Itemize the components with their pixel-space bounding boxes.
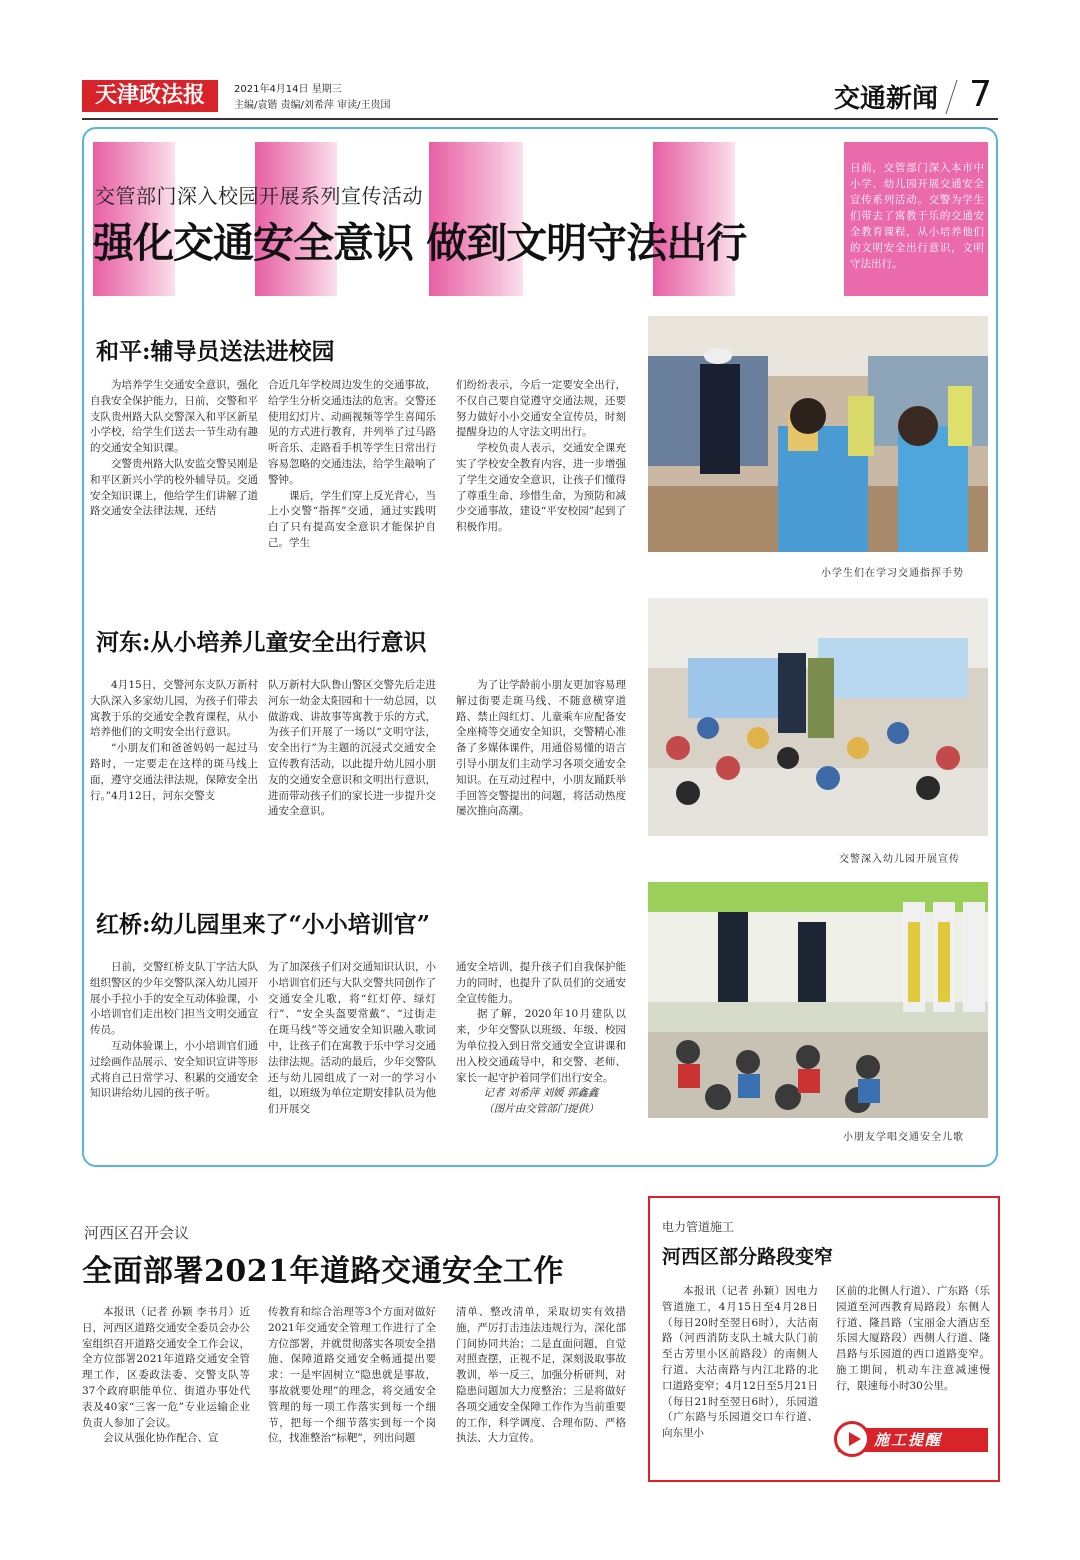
paragraph: 传教育和综合治理等3个方面对做好2021年交通安全管理工作进行了全方位部署，并就贯彻落实各项安全措施、保障道路交通安全畅通提出要求：一是牢固树立“隐患就是事故，事故就要处理”的理念，将交通安全管理的每一项工作落实到每一个细节，把每一个细节落实到每一个岗位，找准整治“标靶”，列出问题 <box>268 1306 436 1445</box>
paragraph: 日前，交警红桥支队丁字沽大队组织警区的少年交警队深入幼儿园开展小手拉小手的安全互动体验课，小小培训官们走出校门担当文明交通宣传员。 <box>90 961 258 1037</box>
article-column <box>456 960 626 1140</box>
section-name: 交通新闻 <box>833 84 938 114</box>
paragraph: 区前的北侧人行道）、广东路（乐园道至河西教育局路段）东侧人行道、隆昌路（宝丽金大酒店至乐园大厦路段）西侧人行道、隆昌路与乐园道的西口道路变窄。施工期间，机动车注意减速慢行，限速每小时30公里。 <box>836 1285 990 1392</box>
newspaper-logo: 天津政法报 <box>82 80 218 112</box>
meeting-title: 全面部署2021年道路交通安全工作 <box>82 1254 564 1289</box>
paragraph: 为了让学龄前小朋友更加容易理解过街要走斑马线、不随意横穿道路、禁止闯红灯、儿童乘车应配备安全座椅等交通安全知识，交警精心准备了多媒体课件，用通俗易懂的语言引导小朋友们主动学习各项交通安全知识。在互动过程中，小朋友踊跃举手回答交警提出的问题，将活动热度屡次推向高潮。 <box>456 679 626 818</box>
paragraph: 4月15日，交警河东支队万新村大队深入多家幼儿园，为孩子们带去寓教于乐的交通安全教育课程，从小培养他们的文明安全出行意识。 <box>90 679 258 739</box>
article-column <box>456 678 626 858</box>
paragraph: “小朋友们和爸爸妈妈一起过马路时，一定要走在这样的斑马线上面，遵守交通法律法规，保障安全出行。”4月12日，河东交警支 <box>90 742 258 802</box>
section-heading-heping: 和平:辅导员送法进校园 <box>96 338 335 365</box>
masthead-divider <box>945 80 957 114</box>
masthead <box>82 74 998 122</box>
meeting-kicker: 河西区召开会议 <box>84 1224 190 1242</box>
construction-notice-box <box>648 1196 1000 1482</box>
page-number: 7 <box>969 74 992 115</box>
article-column <box>268 678 436 858</box>
article-column <box>456 378 626 578</box>
editor-credits: 主编/袁锴 责编/刘希萍 审读/王贵国 <box>234 100 391 111</box>
feature-intro: 日前，交管部门深入本市中小学、幼儿园开展交通安全宣传系列活动。交警为学生们带去了寓教于乐的交通安全教育课程，从小培养他们的文明安全出行意识，文明守法出行。 <box>850 162 984 270</box>
article-column <box>268 378 436 578</box>
paragraph: 合近几年学校周边发生的交通事故，给学生分析交通违法的危害。交警还使用幻灯片、动画视频等学生喜闻乐见的方式进行教育，并列举了过马路听音乐、走路看手机等学生日常出行容易忽略的交通违法，给学生敲响了警钟。 <box>268 379 436 486</box>
photo-kindergarten-group <box>648 598 988 836</box>
photo-caption: 小朋友学唱交通安全儿歌 <box>843 1132 964 1143</box>
section-heading-hongqiao: 红桥:幼儿园里来了“小小培训官” <box>96 911 430 938</box>
article-column <box>268 1305 436 1490</box>
paragraph: 为培养学生交通安全意识，强化自我安全保护能力，日前，交警和平支队贵州路大队交警深入和平区新星小学校，给学生们送去一节生动有趣的交通安全知识课。 <box>90 379 258 455</box>
notice-column <box>662 1284 818 1474</box>
section-heading-hedong: 河东:从小培养儿童安全出行意识 <box>96 629 427 656</box>
feature-kicker: 交管部门深入校园开展系列宣传活动 <box>95 184 423 208</box>
photo-students-learning-signals <box>648 316 988 552</box>
photo-caption: 交警深入幼儿园开展宣传 <box>839 854 960 865</box>
byline: 记者 刘希萍 刘媛 郭鑫鑫 <box>483 1087 599 1100</box>
masthead-rule <box>82 118 998 120</box>
article-column <box>268 960 436 1140</box>
feature-title: 强化交通安全意识 做到文明守法出行 <box>93 219 747 267</box>
paragraph: 学校负责人表示，交通安全课充实了学校安全教育内容，进一步增强了学生交通安全意识，让孩子们懂得了尊重生命、珍惜生命，为预防和减少交通事故，建设“平安校园”起到了积极作用。 <box>456 442 626 534</box>
photo-caption: 小学生们在学习交通指挥手势 <box>821 568 964 579</box>
article-column <box>456 1305 626 1490</box>
paragraph: 本报讯（记者 孙颖 李书月）近日，河西区道路交通安全委员会办公室组织召开道路交通安全工作会议，全方位部署2021年道路交通安全管理工作，区委政法委、交警支队等37个政府职能单位、街道办事处代表及40家“三客一危”专业运输企业负责人参加了会议。 <box>82 1306 250 1429</box>
feature-banner <box>93 142 845 296</box>
paragraph: 清单、整改清单，采取切实有效措施，严厉打击违法违规行为，深化部门间协同共治；二是直面问题，自觉对照查摆，正视不足，深刻汲取事故教训，举一反三，加强分析研判，对隐患问题加大力度整治；三是将做好各项交通安全保障工作作为当前重要的工作，科学调度、合理布防、严格执法、大力宣传。 <box>456 1306 626 1445</box>
paragraph: 为了加深孩子们对交通知识认识，小小培训官们还与大队交警共同创作了交通安全儿歌，将“红灯停、绿灯行”、“安全头盔要常戴”、“过街走在斑马线”等交通安全知识融入歌词中，让孩子们在寓教于乐中学习交通法律法规。活动的最后，少年交警队还与幼儿园组成了一对一的学习小组，以班级为单位定期安排队员为他们开展交 <box>268 961 436 1116</box>
notice-kicker: 电力管道施工 <box>662 1220 735 1234</box>
article-column <box>90 960 258 1140</box>
paragraph: 课后，学生们穿上反光背心，当上小交警“指挥”交通，通过实践明白了只有提高安全意识才能保护自己。学生 <box>268 489 436 549</box>
paragraph: 队万新村大队鲁山警区交警先后走进河东一幼金太阳园和十一幼总园，以做游戏、讲故事等寓教于乐的方式，为孩子们开展了一场以“文明守法，安全出行”为主题的沉浸式交通安全宣传教育活动，以此提升幼儿园小朋友的交通安全意识和文明出行意识，进而带动孩子们的家长进一步提升交通安全意识。 <box>268 679 436 818</box>
photo-credit: （图片由交管部门提供） <box>483 1103 599 1116</box>
paragraph: 据了解，2020年10月建队以来，少年交警队以班级、年级、校园为单位投入到日常交通安全宣讲课和出入校交通疏导中，和交警、老师、家长一起守护着同学们出行安全。 <box>456 1008 626 1084</box>
article-column <box>82 1305 250 1490</box>
notice-column <box>836 1284 990 1424</box>
notice-tag <box>838 1428 988 1452</box>
issue-date: 2021年4月14日 星期三 <box>234 84 342 95</box>
notice-tag-label: 施工提醒 <box>874 1431 943 1449</box>
paragraph: 们纷纷表示，今后一定要安全出行，不仅自己要自觉遵守交通法规，还要努力做好小小交通安全宣传员，时刻提醒身边的人守法文明出行。 <box>456 379 626 439</box>
notice-title: 河西区部分路段变窄 <box>662 1246 834 1268</box>
paragraph: 交警贵州路大队安监交警吴刚是和平区新兴小学的校外辅导员。交通安全知识课上，他给学生们讲解了道路交通安全法律法规，还结 <box>90 457 258 518</box>
play-icon <box>834 1421 870 1457</box>
photo-children-singing <box>648 882 988 1118</box>
article-column <box>90 378 258 578</box>
paragraph: 会议从强化协作配合、宣 <box>103 1432 219 1445</box>
paragraph: 互动体验课上，小小培训官们通过绘画作品展示、安全知识宣讲等形式将自己日常学习、积累的交通安全知识讲给幼儿园的孩子听。 <box>90 1039 258 1100</box>
article-column <box>90 678 258 858</box>
paragraph: 本报讯（记者 孙颖）因电力管道施工，4月15日至4月28日（每日20时至翌日6时），大沽南路（河西消防支队土城大队门前至古芳里小区前路段）的南侧人行道、大沽南路与内江北路的北口道路变窄；4月12日至5月21日（每日21时至翌日6时），乐园道（广东路与乐园道交口车行道、向东里小 <box>662 1285 818 1440</box>
paragraph: 通安全培训，提升孩子们自我保护能力的同时，也提升了队员们的交通安全宣传能力。 <box>456 961 626 1005</box>
